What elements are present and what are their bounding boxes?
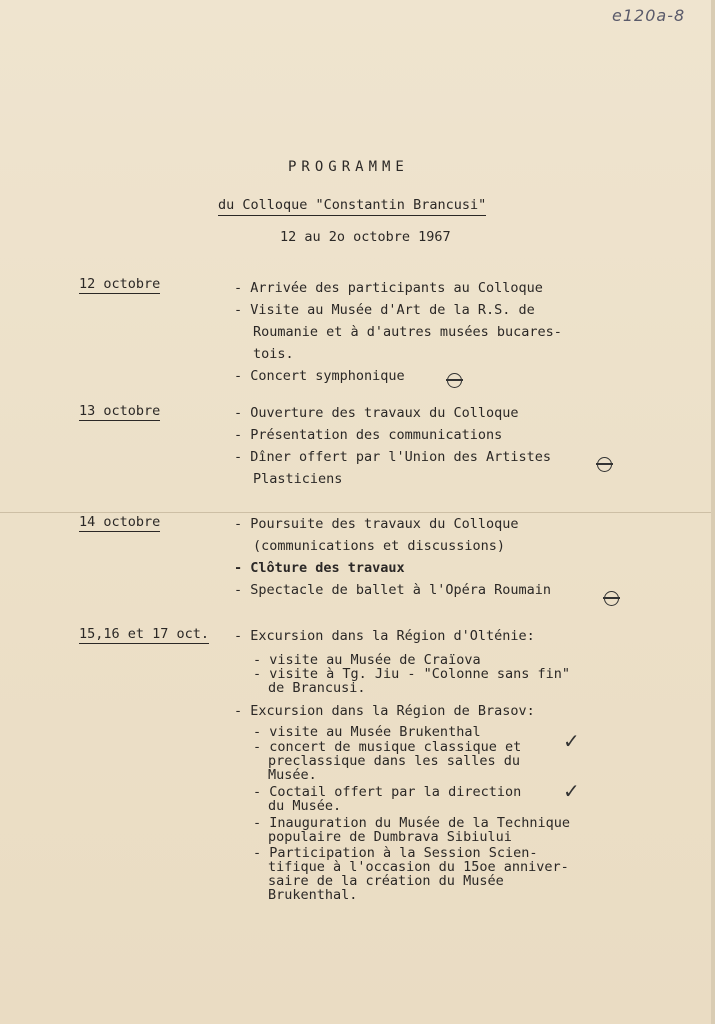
archive-reference: e120a-8 [612, 6, 686, 25]
program-line: - visite au Musée de Craïova [253, 652, 481, 668]
program-line: - Participation à la Session Scien- [253, 845, 538, 861]
program-line: - Excursion dans la Région d'Olténie: [234, 628, 535, 644]
page-subtitle: du Colloque "Constantin Brancusi" [218, 197, 486, 216]
paper-fold [0, 512, 715, 513]
handwritten-mark-icon [604, 591, 619, 606]
program-line: - visite au Musée Brukenthal [253, 724, 481, 740]
program-line: Roumanie et à d'autres musées bucares- [253, 324, 562, 340]
program-line: - Coctail offert par la direction [253, 784, 522, 800]
program-line: - Excursion dans la Région de Brasov: [234, 703, 535, 719]
section-date: 14 octobre [79, 514, 161, 530]
program-line: Brukenthal. [268, 887, 358, 903]
program-line: du Musée. [268, 798, 342, 814]
program-line: preclassique dans les salles du [268, 753, 520, 769]
program-line: Musée. [268, 767, 317, 783]
program-line: - Poursuite des travaux du Colloque [234, 516, 519, 532]
event-dates: 12 au 2o octobre 1967 [280, 229, 451, 245]
program-line: saire de la création du Musée [268, 873, 504, 889]
program-line: tifique à l'occasion du 15oe anniver- [268, 859, 569, 875]
program-line: - concert de musique classique et [253, 739, 522, 755]
program-line: - Inauguration du Musée de la Technique [253, 815, 570, 831]
program-line: - Ouverture des travaux du Colloque [234, 405, 519, 421]
program-line: tois. [253, 346, 294, 362]
program-line: - Spectacle de ballet à l'Opéra Roumain [234, 582, 551, 598]
program-line: - Visite au Musée d'Art de la R.S. de [234, 302, 535, 318]
section-date: 15,16 et 17 oct. [79, 626, 210, 642]
section-date: 13 octobre [79, 403, 161, 419]
handwritten-tick-icon: ✓ [563, 779, 580, 803]
handwritten-tick-icon: ✓ [563, 729, 580, 753]
handwritten-mark-icon [447, 373, 462, 388]
program-line: de Brancusi. [268, 680, 366, 696]
program-line: - Arrivée des participants au Colloque [234, 280, 543, 296]
page-title: PROGRAMME [288, 159, 409, 175]
handwritten-mark-icon [597, 457, 612, 472]
program-line: populaire de Dumbrava Sibiului [268, 829, 512, 845]
program-line: - Présentation des communications [234, 427, 503, 443]
section-date: 12 octobre [79, 276, 161, 292]
program-line: - Clôture des travaux [234, 560, 405, 576]
program-line: - visite à Tg. Jiu - "Colonne sans fin" [253, 666, 570, 682]
program-line: Plasticiens [253, 471, 343, 487]
program-line: - Dîner offert par l'Union des Artistes [234, 449, 551, 465]
program-line: (communications et discussions) [253, 538, 505, 554]
program-line: - Concert symphonique [234, 368, 405, 384]
paper-edge [711, 0, 715, 1024]
